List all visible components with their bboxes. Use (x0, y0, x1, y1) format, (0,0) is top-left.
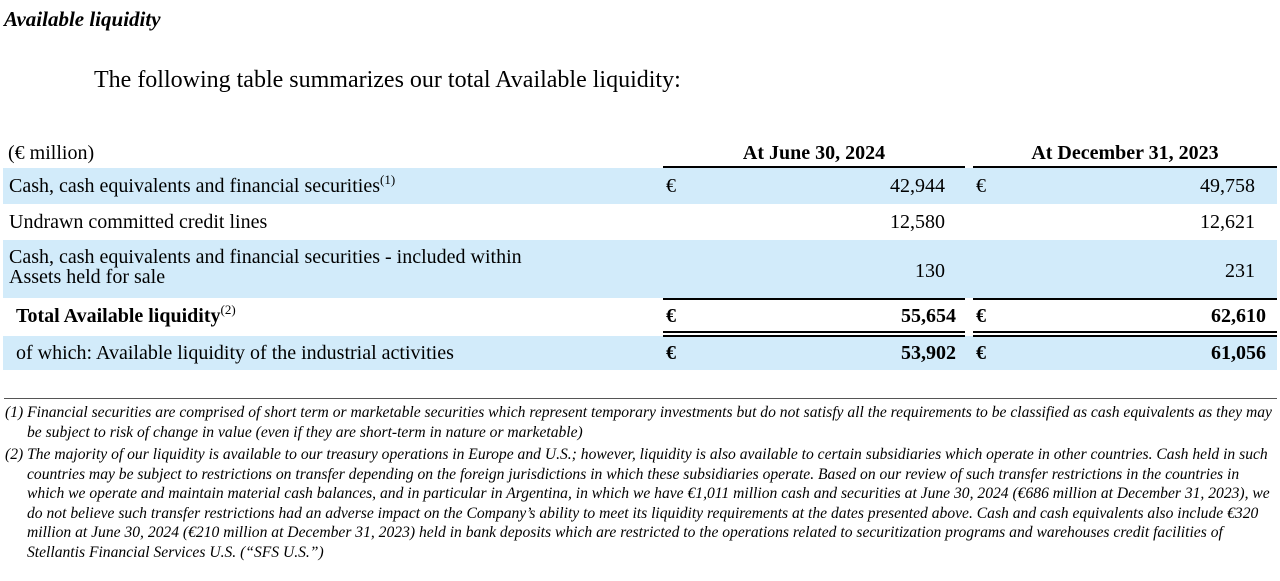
unit-label: (€ million) (8, 142, 95, 164)
table-row (3, 168, 1277, 204)
total-top-rule (663, 298, 965, 300)
total-top-rule (973, 298, 1277, 300)
currency-symbol: € (976, 342, 986, 364)
currency-symbol: € (666, 342, 676, 364)
table-row (3, 240, 1277, 298)
intro-text: The following table summarizes our total Available liquidity: (94, 67, 681, 93)
footnote-1: (1) Financial securities are comprised of short term or marketable securities which represent temporary investments but do not satisfy all the requirements to be classified as cash equivalents as they may be subject to risk of change in value (even if they are short-term in nature or marketable) (5, 404, 1272, 441)
total-double-rule (973, 331, 1277, 333)
value-dec-2023: 231 (1225, 260, 1255, 282)
row-label: of which: Available liquidity of the industrial activities (16, 342, 454, 364)
footnote-2: (2) The majority of our liquidity is available to our treasury operations in Europe and U.S.; however, liquidity is also available to certain subsidiaries which operate in other countries. Cash held in such countries may be subject to restrictions on transfer depending on the foreign jurisdictions in which these subsidiaries operate. Based on our review of such transfer restrictions in the countries in which we operate and maintain material cash balances, and in particular in Argentina, in which we have €1,011 million cash and securities at June 30, 2024 (€686 million at December 31, 2023), we do not believe such transfer restrictions had an adverse impact on the Company’s ability to meet its liquidity requirements at the dates presented above. Cash and cash equivalents also include €320 million at June 30, 2024 (€210 million at December 31, 2023) held in bank deposits which are restricted to the operations related to securitization programs and warehouses credit facilities of Stellantis Financial Services U.S. (“SFS U.S.”) (5, 446, 1270, 561)
total-double-rule (973, 335, 1277, 337)
table-row (3, 204, 1277, 240)
value-dec-2023: 12,621 (1200, 211, 1255, 233)
row-label: Cash, cash equivalents and financial securities$^{(1)}$ (9, 172, 396, 197)
footnote-ref: (2) (220, 302, 236, 317)
footnote-ref: (1) (380, 172, 396, 187)
value-dec-2023: 49,758 (1200, 175, 1255, 197)
currency-symbol: € (666, 305, 676, 327)
currency-symbol: € (976, 175, 986, 197)
value-june-2024: 55,654 (901, 305, 956, 327)
total-double-rule (663, 331, 965, 333)
value-june-2024: 12,580 (890, 211, 945, 233)
row-label: Undrawn committed credit lines (9, 211, 268, 233)
section-heading: Available liquidity (4, 7, 161, 31)
value-june-2024: 53,902 (901, 342, 956, 364)
value-june-2024: 42,944 (890, 175, 945, 197)
footnote-divider (4, 398, 1277, 399)
value-june-2024: 130 (915, 260, 945, 282)
table-row-total (3, 298, 1277, 334)
value-dec-2023: 62,610 (1211, 305, 1266, 327)
row-label: Cash, cash equivalents and financial securities - included within Assets held for sale (9, 246, 522, 288)
row-label: Total Available liquidity$^{(2)}$ (16, 302, 236, 327)
currency-symbol: € (976, 305, 986, 327)
column-header-dec-2023: At December 31, 2023 (973, 142, 1277, 169)
total-double-rule (663, 335, 965, 337)
table-row (3, 336, 1277, 370)
currency-symbol: € (666, 175, 676, 197)
value-dec-2023: 61,056 (1211, 342, 1266, 364)
column-header-june-2024: At June 30, 2024 (663, 142, 965, 169)
